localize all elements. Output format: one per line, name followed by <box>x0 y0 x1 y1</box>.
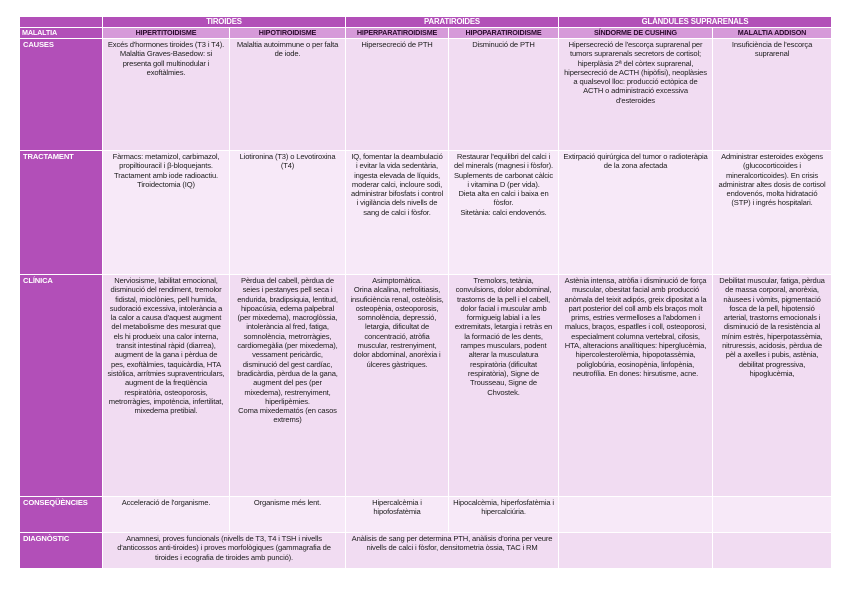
row-consequencies <box>20 497 832 533</box>
cell-causes-hipertiroidisme <box>103 39 230 151</box>
cell-paragraph: Astènia intensa, atròfia i disminució de força muscular, obesitat facial amb producció anòmala del teixit adipós, greix dipositat a la part posterior del coll amb els braços molt prims, estries vermelloses a l'abdomen i malucs, braços, espatlles i coll, osteoporosi, especialment columna vertebral, cifosis, HTA, alteracions analítiques: hiperglucèmia, hipercolesterolèmia, hipopotassèmia, poliglobúria, eosinopènia, linfopènia, neutrofília. En dones: hirsutisme, acne. <box>564 276 707 378</box>
cell-diagnostic-tiroides <box>103 533 346 569</box>
cell-paragraph: Hipersecreció de l'escorça suprarenal per tumors suprarenals secretors de cortisol; hiperplàsia 2ª del còrtex suprarenal, hipersecreció de ACTH (hipòfisi), neoplàsies a qualsevol lloc: producció ectòpica de ACTH o administració excessiva d'esteroides <box>564 40 707 105</box>
cell-consequencies-addison <box>713 497 832 533</box>
column-header-addison: MALALTIA ADDISON <box>713 28 832 39</box>
row-label-causes: CAUSES <box>20 39 103 151</box>
cell-paragraph: Tractament amb iode radioactiu. <box>114 170 218 180</box>
cell-paragraph: Orina alcalina, nefrolitiasis, insuficiència renal, osteòlisis, osteopènia, osteoporosis, somnolència, depressió, letargia, dificultat de concentració, atròfia muscular, restrenyiment, dolor abdominal, anorèxia i úlceres gàstriques. <box>350 285 444 369</box>
cell-clinica-hipotiroidisme <box>230 275 346 497</box>
cell-paragraph: Malaltia Graves-Basedow: si presenta goll multinodular i exoftàlmies. <box>119 49 213 77</box>
cell-paragraph: Pèrdua del cabell, pèrdua de seies i pestanyes pell seca i endurida, bradipsiquia, lentitud, hipoacúsia, edema palpebral (per mixedema), macroglòssia, intolerància al fred, fatiga, somnolència, metrorràgies, cardiomegàlia (per mixedema), vessament pericàrdic, disminució del gest cardíac, bradicàrdia, pèrdua de la gana, augment del pes (per mixedema), restrenyiment, hiperlipèmies. <box>237 276 338 406</box>
column-header-hipertiroidisme: HIPERTITOIDISME <box>103 28 230 39</box>
group-header-paratiroides: PARATIROIDES <box>346 17 559 28</box>
cell-tractament-hipoparatiroidisme <box>449 151 559 275</box>
row-label-diagnostic: DIAGNÒSTIC <box>20 533 103 569</box>
cell-clinica-hipoparatiroidisme <box>449 275 559 497</box>
group-header-empty <box>20 17 103 28</box>
endocrine-comparison-table <box>19 16 832 569</box>
cell-tractament-hiperparatiroidisme <box>346 151 449 275</box>
cell-consequencies-hipotiroidisme <box>230 497 346 533</box>
cell-tractament-hipotiroidisme <box>230 151 346 275</box>
cell-clinica-hipertiroidisme <box>103 275 230 497</box>
cell-consequencies-cushing <box>559 497 713 533</box>
comparison-table-sheet <box>19 16 831 569</box>
cell-causes-hipoparatiroidisme <box>449 39 559 151</box>
cell-clinica-hiperparatiroidisme <box>346 275 449 497</box>
cell-causes-hipotiroidisme <box>230 39 346 151</box>
cell-paragraph: Administrar esteroides exògens (glucocorticoides i mineralcorticoides). En crisis administrar altes dosis de cortisol endovenós, molta hidratació (STP) i ingrés hospitalari. <box>718 152 826 208</box>
column-header-row <box>20 28 832 39</box>
cell-clinica-addison <box>713 275 832 497</box>
cell-paragraph: Anàlisis de sang per determina PTH, anàlisis d'orina per veure nivells de calci i fòsfor, densitometria òssia, TAC i RM <box>351 534 553 553</box>
cell-diagnostic-cushing <box>559 533 713 569</box>
column-header-hiperparatiroidisme: HIPERPARATIROIDISME <box>346 28 449 39</box>
row-causes <box>20 39 832 151</box>
cell-tractament-hipertiroidisme <box>103 151 230 275</box>
cell-paragraph: Sitetània: calci endovenós. <box>460 207 547 217</box>
cell-paragraph: IQ, fomentar la deambulació i evitar la vida sedentària, ingesta elevada de líquids, moderar calci, incloure sodi, administrar bifosfats i control i vigilància dels nivells de sang de calci i fòsfor. <box>351 152 443 217</box>
row-diagnostic <box>20 533 832 569</box>
row-label-consequencies: CONSEQÜÈNCIES <box>20 497 103 533</box>
cell-paragraph: Coma mixedematós (en casos extrems) <box>238 406 337 425</box>
cell-paragraph: Disminució de PTH <box>472 40 535 49</box>
cell-paragraph: Debilitat muscular, fatiga, pèrdua de massa corporal, anorèxia, nàusees i vòmits, pigmentació fosca de la pell, hipotensió arterial, trastorns emocionals i disminució de la resistència al mínim estrès, hiperpotassèmia, nitruressis, acidosis, pèrdua de pèl a axelles i pubis, astènia, debilitat progressiva, hipoglucèmia, <box>719 276 825 378</box>
cell-paragraph: Organisme més lent. <box>253 498 322 507</box>
cell-paragraph: Malaltia autoimmune o per falta de iode. <box>236 40 339 59</box>
row-label-clinica: CLÍNICA <box>20 275 103 497</box>
cell-clinica-cushing <box>559 275 713 497</box>
cell-paragraph: Excés d'hormones tiroides (T3 i T4). <box>107 40 225 49</box>
cell-tractament-addison <box>713 151 832 275</box>
cell-diagnostic-addison <box>713 533 832 569</box>
column-header-malaltia: MALALTIA <box>20 28 103 39</box>
cell-paragraph: Insuficiència de l'escorça suprarenal <box>731 40 813 59</box>
group-header-suprarenals: GLÀNDULES SUPRARENALS <box>559 17 832 28</box>
cell-paragraph: Dieta alta en calci i baixa en fòsfor. <box>458 189 549 208</box>
cell-paragraph: Extirpació quirúrgica del tumor o radioteràpia de la zona afectada <box>563 152 708 171</box>
cell-tractament-cushing <box>559 151 713 275</box>
cell-paragraph: Restaurar l'equilibri del calci i del minerals (magnesi i fòsfor). <box>453 152 554 171</box>
group-header-tiroides: TIROIDES <box>103 17 346 28</box>
cell-paragraph: Asimptomàtica. <box>372 276 422 285</box>
cell-paragraph: Hipocalcèmia, hiperfosfatèmia i hipercalciúria. <box>453 498 554 517</box>
column-header-hipotiroidisme: HIPOTIROIDISME <box>230 28 346 39</box>
cell-paragraph: Suplements de carbonat càlcic i vitamina D (per vida). <box>453 170 554 189</box>
cell-paragraph: Tremolors, tetània, convulsions, dolor abdominal, trastorns de la pell i el cabell, dolor facial i muscular amb formigueig labial i a les extremitats, letargia i retràs en la formació de les dents, rampes musculars, podent alterar la musculatura respiratòria (dificultat respiratòria), Signe de Trousseau, Signe de Chvostek. <box>454 276 553 397</box>
cell-causes-cushing <box>559 39 713 151</box>
cell-paragraph: Nerviosisme, labilitat emocional, disminució del rendiment, tremolor fidistal, mioclònies, pell humida, sudoració excessiva, intolerància a la calor a causa d'aquest augment del metabolisme des mesurat que els hi produeix una calor interna, transit intestinal ràpid (diarrea), augment de la gana i pèrdua de pes, exoftàlmies, taquicàrdia, HTA sistòlica, arrítmies supraventriculars, augment de la freqüència respiratòria, osteoporosis, metrorràgies, impotència, infertilitat, mixedema pretibial. <box>107 276 225 416</box>
cell-causes-hiperparatiroidisme <box>346 39 449 151</box>
cell-paragraph: Hipercalcèmia i hipofosfatèmia <box>372 498 422 517</box>
cell-paragraph: Fàrmacs: metamizol, carbimazol, propiltiouracil i β-bloquejants. <box>112 152 220 171</box>
cell-causes-addison <box>713 39 832 151</box>
cell-paragraph: Anamnesi, proves funcionals (nivells de T3, T4 i TSH i nivells d'anticossos anti-tiroides) i proves morfològiques (gammagrafia de tiroides i ecografia de tiroides amb punció). <box>117 534 331 562</box>
row-label-tractament: TRACTAMENT <box>20 151 103 275</box>
row-tractament <box>20 151 832 275</box>
cell-paragraph: Liotironina (T3) o Levotiroxina (T4) <box>239 152 336 171</box>
row-clinica <box>20 275 832 497</box>
cell-paragraph: Acceleració de l'organisme. <box>121 498 211 507</box>
cell-paragraph: Tiroidectomia (IQ) <box>137 179 195 189</box>
group-header-row <box>20 17 832 28</box>
cell-consequencies-hipertiroidisme <box>103 497 230 533</box>
cell-consequencies-hiperparatiroidisme <box>346 497 449 533</box>
cell-paragraph: Hipersecreció de PTH <box>361 40 433 49</box>
cell-diagnostic-paratiroides <box>346 533 559 569</box>
column-header-cushing: SÍNDORME DE CUSHING <box>559 28 713 39</box>
cell-consequencies-hipoparatiroidisme <box>449 497 559 533</box>
column-header-hipoparatiroidisme: HIPOPARATIROIDISME <box>449 28 559 39</box>
